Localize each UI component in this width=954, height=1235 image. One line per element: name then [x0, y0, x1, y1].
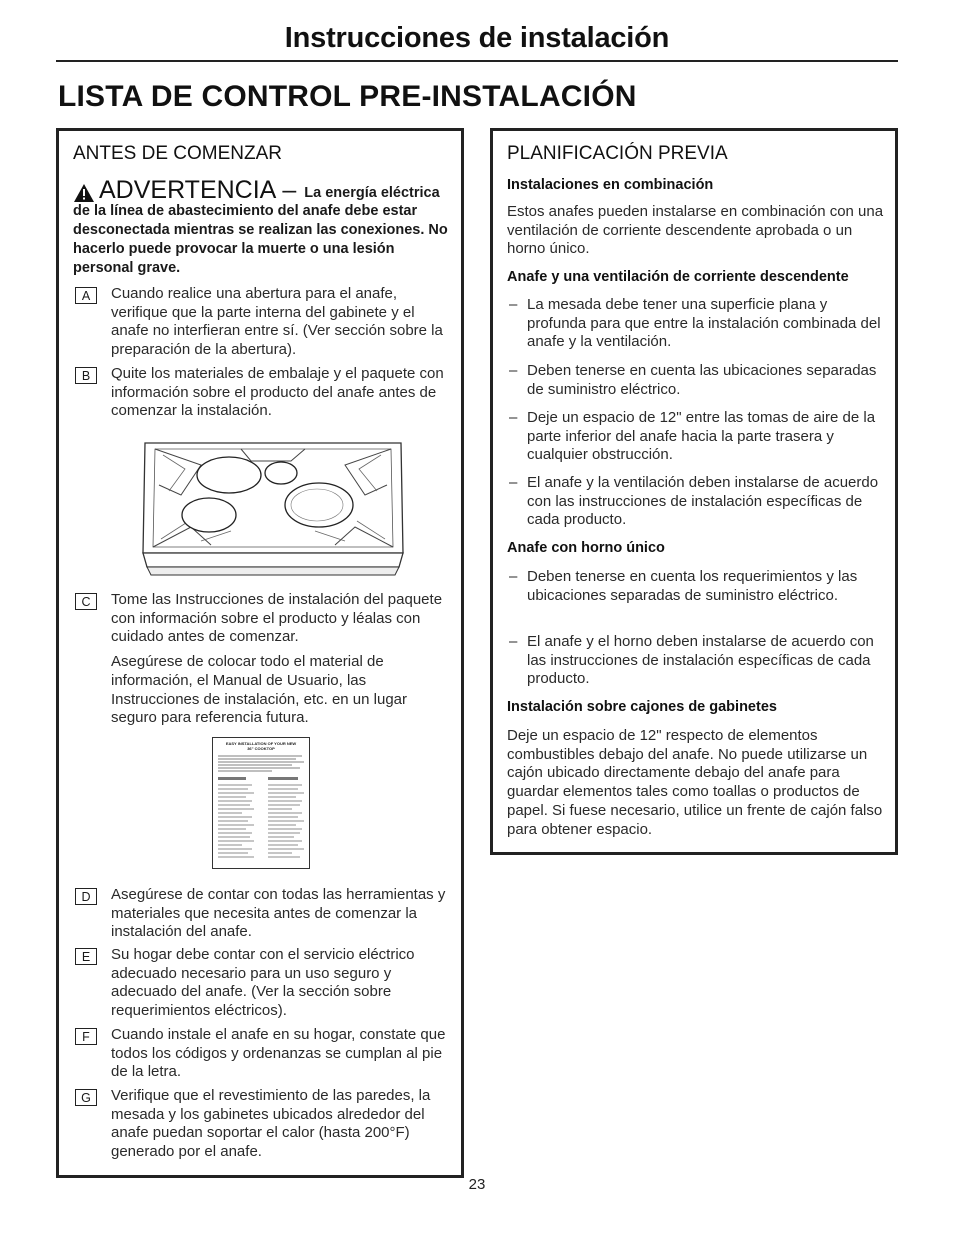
item-letter: B — [75, 367, 97, 384]
downdraft-subheading: Anafe y una ventilación de corriente descendente — [507, 269, 849, 285]
warning-body: de la línea de abastecimiento del anafe debe estar desconectada mientras se realizan las conexiones. No hacerlo puede provocar la muerte o una lesión personal grave. — [73, 203, 448, 276]
item-extra-text: Asegúrese de colocar todo el material de información, el Manual de Usuario, las Instrucciones de instalación, etc. en un lugar seguro para referencia futura. — [111, 653, 408, 727]
single-oven-subheading: Anafe con horno único — [507, 540, 665, 556]
before-starting-heading: ANTES DE COMENZAR — [73, 143, 283, 164]
combination-subheading: Instalaciones en combinación — [507, 177, 714, 193]
cooktop-illustration — [141, 435, 405, 581]
bullet-text: La mesada debe tener una superficie plana y profunda para que entre la instalación combinada del anafe y la ventilación. — [527, 296, 881, 351]
bullet-dash: – — [509, 474, 518, 491]
warning-lead: La energía eléctrica — [304, 185, 440, 201]
planning-heading: PLANIFICACIÓN PREVIA — [507, 143, 728, 164]
single-oven-bullet-1 — [507, 568, 887, 605]
item-letter: E — [75, 948, 97, 965]
checklist-item-e — [75, 946, 455, 1021]
checklist-item-f — [75, 1026, 455, 1082]
planning-panel — [490, 128, 898, 855]
item-text: Tome las Instrucciones de instalación del paquete con información sobre el producto y léalas con cuidado antes de comenzar. — [111, 591, 443, 646]
bullet-text: El anafe y la ventilación deben instalarse de acuerdo con las instrucciones de instalación específicas de cada producto. — [527, 474, 879, 529]
bullet-text: El anafe y el horno deben instalarse de acuerdo con las instrucciones de instalación específicas de cada producto. — [527, 633, 874, 688]
item-letter: D — [75, 888, 97, 905]
warning-block — [73, 177, 453, 278]
header-divider — [56, 60, 898, 62]
warning-triangle-icon — [73, 183, 95, 203]
bullet-text: Deben tenerse en cuenta las ubicaciones separadas de suministro eléctrico. — [527, 362, 877, 398]
bullet-dash: – — [509, 296, 518, 313]
item-letter: C — [75, 593, 97, 610]
warning-title: ADVERTENCIA — [99, 176, 277, 204]
item-text: Cuando instale el anafe en su hogar, constate que todos los códigos y ordenanzas se cumplan al pie de la letra. — [111, 1026, 446, 1081]
booklet-title-line2: 36" COOKTOP — [247, 746, 275, 751]
item-text: Verifique que el revestimiento de las paredes, la mesada y los gabinetes ubicados alrededor del anafe puedan soportar el calor (hasta 200°F) generado por el anafe. — [111, 1087, 431, 1161]
downdraft-bullet-4 — [507, 474, 887, 530]
checklist-item-d — [75, 886, 455, 942]
bullet-dash: – — [509, 362, 518, 379]
checklist-item-g — [75, 1087, 455, 1162]
checklist-item-b — [75, 365, 455, 421]
bullet-text: Deje un espacio de 12" entre las tomas de aire de la parte inferior del anafe hacia la parte trasera y cualquier obstrucción. — [527, 409, 876, 464]
installation-booklet-thumbnail — [212, 737, 310, 869]
bullet-dash: – — [509, 568, 518, 585]
item-text: Su hogar debe contar con el servicio eléctrico adecuado necesario para un uso seguro y adecuado del anafe. (Ver la sección sobre requerimientos eléctricos). — [111, 946, 415, 1020]
combination-paragraph: Estos anafes pueden instalarse en combinación con una ventilación de corriente descendente aprobada o un horno único. — [507, 203, 884, 258]
bullet-text: Deben tenerse en cuenta los requerimientos y las ubicaciones separadas de suministro eléctrico. — [527, 568, 858, 604]
bullet-dash: – — [509, 409, 518, 426]
item-text: Cuando realice una abertura para el anafe, verifique que la parte interna del gabinete y el anafe no interfieran entre sí. (Ver sección sobre la preparación de la abertura). — [111, 285, 443, 359]
checklist-item-c — [75, 591, 455, 728]
single-oven-bullet-2 — [507, 633, 887, 689]
item-text: Quite los materiales de embalaje y el paquete con información sobre el producto del anafe antes de comenzar la instalación. — [111, 365, 444, 420]
page-header-title: Instrucciones de instalación — [284, 22, 670, 54]
item-letter: G — [75, 1089, 97, 1106]
section-title: LISTA DE CONTROL PRE-INSTALACIÓN — [58, 80, 637, 113]
checklist-item-a — [75, 285, 455, 360]
item-letter: A — [75, 287, 97, 304]
warning-dash: – — [282, 176, 297, 204]
downdraft-bullet-3 — [507, 409, 887, 465]
drawer-paragraph: Deje un espacio de 12" respecto de elementos combustibles debajo del anafe. No puede utilizarse un cajón ubicado directamente debajo del anafe para guardar elementos tales como toallas o productos de papel. Si fuese necesario, utilice un frente de cajón falso para obtener espacio. — [507, 727, 883, 838]
downdraft-bullet-2 — [507, 362, 887, 399]
before-starting-panel — [56, 128, 464, 1178]
bullet-dash: – — [509, 633, 518, 650]
page-number: 23 — [468, 1176, 486, 1193]
item-letter: F — [75, 1028, 97, 1045]
booklet-page — [212, 737, 310, 869]
item-text: Asegúrese de contar con todas las herramientas y materiales que necesita antes de comenzar la instalación del anafe. — [111, 886, 446, 941]
drawer-subheading: Instalación sobre cajones de gabinetes — [507, 699, 777, 715]
booklet-title-line1: EASY INSTALLATION OF YOUR NEW — [225, 741, 297, 746]
downdraft-bullet-1 — [507, 296, 887, 352]
